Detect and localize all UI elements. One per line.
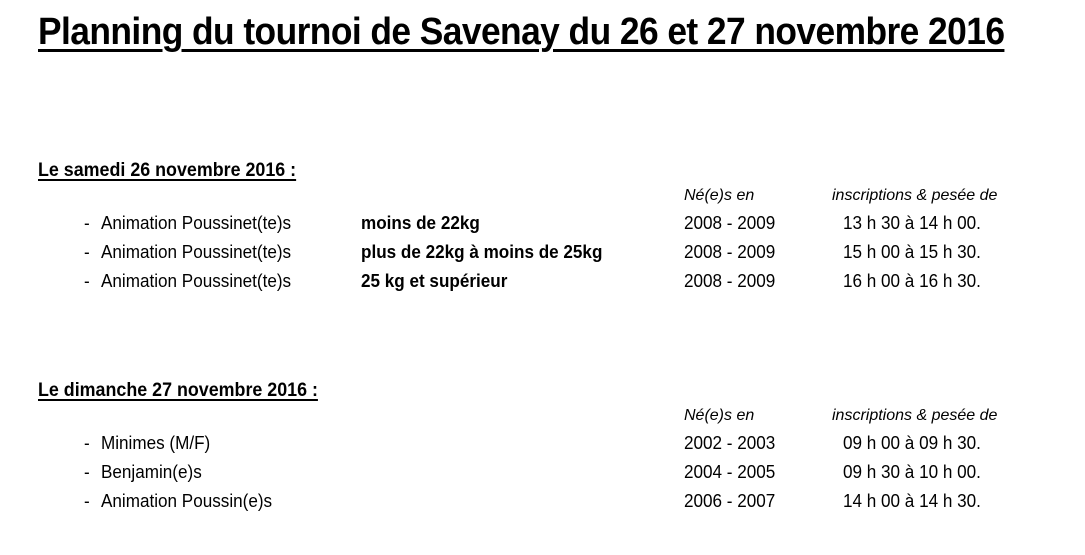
category-name: Animation Poussin(e)s (101, 491, 273, 511)
day-heading-sunday: Le dimanche 27 novembre 2016 : (38, 380, 318, 401)
schedule-row (0, 429, 1085, 457)
birth-years: 2008 - 2009 (684, 242, 776, 262)
row-bullet: - (84, 242, 90, 262)
schedule-row (0, 238, 1085, 266)
weigh-in-times: 14 h 00 à 14 h 30. (843, 491, 981, 511)
weigh-in-times: 09 h 00 à 09 h 30. (843, 433, 981, 453)
row-bullet: - (84, 491, 90, 511)
category-name: Animation Poussinet(te)s (101, 271, 292, 291)
schedule-row (0, 487, 1085, 515)
birth-years: 2008 - 2009 (684, 213, 776, 233)
weight-class: 25 kg et supérieur (361, 271, 508, 291)
row-bullet: - (84, 433, 90, 453)
row-bullet: - (84, 462, 90, 482)
row-bullet: - (84, 213, 90, 233)
column-header-born: Né(e)s en (684, 407, 755, 424)
column-header-times: inscriptions & pesée de (832, 187, 998, 204)
page-title: Planning du tournoi de Savenay du 26 et 27 novembre 2016 (38, 11, 1005, 53)
weigh-in-times: 16 h 00 à 16 h 30. (843, 271, 981, 291)
day-heading-saturday: Le samedi 26 novembre 2016 : (38, 160, 297, 181)
row-bullet: - (84, 271, 90, 291)
birth-years: 2008 - 2009 (684, 271, 776, 291)
birth-years: 2006 - 2007 (684, 491, 776, 511)
schedule-row (0, 458, 1085, 486)
schedule-row (0, 267, 1085, 295)
category-name: Animation Poussinet(te)s (101, 242, 292, 262)
weigh-in-times: 13 h 30 à 14 h 00. (843, 213, 981, 233)
weight-class: plus de 22kg à moins de 25kg (361, 242, 603, 262)
weigh-in-times: 15 h 00 à 15 h 30. (843, 242, 981, 262)
birth-years: 2004 - 2005 (684, 462, 776, 482)
category-name: Minimes (M/F) (101, 433, 211, 453)
column-header-times: inscriptions & pesée de (832, 407, 998, 424)
category-name: Benjamin(e)s (101, 462, 202, 482)
weight-class: moins de 22kg (361, 213, 480, 233)
birth-years: 2002 - 2003 (684, 433, 776, 453)
column-header-born: Né(e)s en (684, 187, 755, 204)
category-name: Animation Poussinet(te)s (101, 213, 292, 233)
weigh-in-times: 09 h 30 à 10 h 00. (843, 462, 981, 482)
schedule-row (0, 209, 1085, 237)
